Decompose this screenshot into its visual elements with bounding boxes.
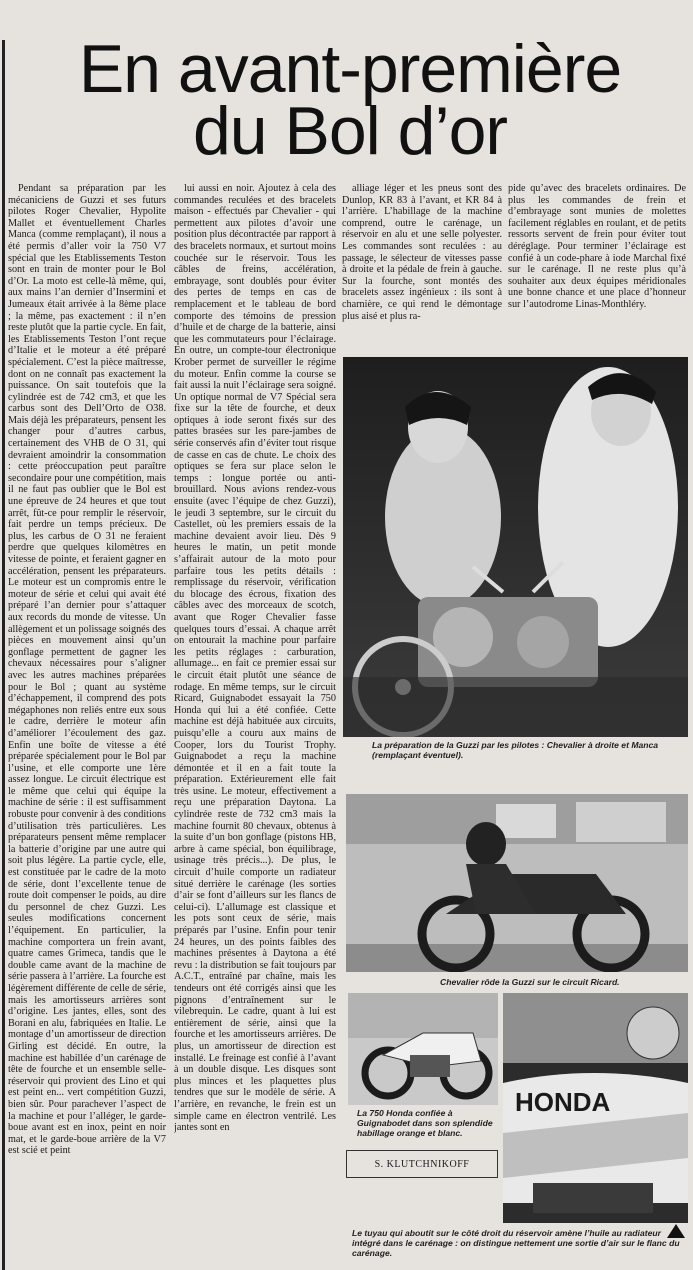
author-signature: S. KLUTCHNIKOFF [346,1150,498,1178]
text-column-4 [508,183,686,353]
text-column-3 [342,183,502,353]
column-4-text: pide qu’avec des bracelets ordinaires. De plus les commandes de frein et d’embrayage sont munies de molettes facilement réglables en roulant, et de petits ressorts servent de frein pour éviter tout déréglage. Pour terminer l’éclairage est confié à un code-phare à iode Marchal fixé sur le carénage. Il ne reste plus qu’à souhaiter aux deux équipes méridionales une bonne chance et une place d’honneur sur l’autodrome Linas-Monthléry. [508,183,686,310]
photo-honda-fairing [503,993,688,1223]
title-line-1: En avant-première [78,31,622,107]
title-line-2: du Bol d’or [192,93,508,169]
article-title [10,31,690,169]
caption-photo-1: La préparation de la Guzzi par les pilotes : Chevalier à droite et Manca (remplaçant éventuel). [372,740,659,760]
page-corner-triangle-icon [667,1224,685,1238]
left-margin-rule [2,40,5,1270]
photo-guzzi-circuit [346,794,688,972]
text-column-2 [174,183,336,1266]
photo-honda-750 [348,993,498,1105]
column-2-text: lui aussi en noir. Ajoutez à cela des commandes reculées et des bracelets maison - effectués par Chevalier - qui permettent aux pilotes d’avoir une position plus décontractée par rapport à des bracelets normaux, et surtout moins couchée sur le réservoir. Tous les câbles de freins, accélération, embrayage, sont doublés pour éviter des pertes de temps en cas de remplacement et le tableau de bord comporte des témoins de pression d’huile et de charge de la batterie, ainsi que les commutateurs pour l’éclairage. En outre, un compte-tour électronique Krober permet de surveiller le régime du moteur. Enfin comme la course se fait aussi la nuit l’éclairage sera soigné. Un optique normal de V7 Spécial sera fixe sur la tête de fourche, et deux optiques à iode seront fixés sur des pattes brasées sur les pare-jambes de série conservés afin d’éviter tout risque de casse en cas de chute. Le choix des optiques se fera sur place selon le temps : longue portée ou anti-brouillard. Nous avions rendez-vous ensuite (avec l’équipe de chez Guzzi), le jeudi 3 septembre, sur le circuit du Castellet, où les premiers essais de la machine devaient avoir lieu. Dès 9 heures le matin, un petit monde s’affairait autour de la moto pour parfaire tous les petits détails : remplissage du réservoir, vérification du blocage des écrous, fixation des câbles avec des morceaux de scotch, avant que Roger Chevalier fasse quelques tours d’essai. A chaque arrêt on entourait la machine pour parfaire les petits réglages : carburation, allumage... en fait ce premier essai sur le circuit était plutôt une séance de rodage. En même temps, sur le circuit Ricard, Guignabodet essayait la 750 Honda qui lui a été confiée. Cette machine est déjà habituée aux circuits, puisqu’elle a couru aux mains de Cooper, lors du Tourist Trophy. Guignabodet a reçu la machine démontée et il en a fait toute la préparation. Extérieurement elle fait très usine. Le moteur, effectivement a reçu une préparation Daytona. La cylindrée reste de 732 cm3 mais la machine fournit 80 chevaux, obtenus à la suite d’un bon gonflage (pistons HB, arbre à came spécial, bon équilibrage, usinage très précis...). De plus, le circuit d’huile comporte un radiateur situé derrière le carénage (les sorties d’air se font d’ailleurs sur les flancs de celui-ci). L’allumage est classique et les pots sont ceux de série, mais préparés par l’usine. Enfin pour tenir 24 heures, un des points faibles des machines présentes à Daytona a été revu : la distribution se fait toujours par A.C.T., entraîné par chaîne, mais les tendeurs ont été corrigés ainsi que les pignons d’entraînement sur le vilebrequin. Le cadre, quant à lui est entièrement de série, ainsi que la fourche et les amortisseurs arrières. De plus, un amortisseur de direction est installé. Le freinage est confié à l’avant à un double disque. Les disques sont plus minces et les plaquettes plus tendres que sur le modèle de série. A l’arrière, en revanche, le frein est un simple came en électron ventrilé. Les jantes sont en [174,183,336,1134]
caption-photo-3: La 750 Honda confiée à Guignabodet dans son splendide habillage orange et blanc. [357,1108,493,1138]
column-1-text: Pendant sa préparation par les mécaniciens de Guzzi et ses futurs pilotes Roger Chevalier, Hypolite Mallet et éventuellement Charles Manca (comme remplaçant), il nous a été permis d’aller voir la 750 V7 spécial que les Etablissements Teston sont en train de monter pour le Bol d’Or. La moto est celle-là même, qui, aux mains l’an dernier d’Insermini et Jumeaux était arrivée à la 8ème place ; la même, pas exactement : il n’en reste plutôt que la partie cycle. En fait, les Etablissements Teston l’ont reçue d’Italie et le moteur a été préparé spécialement. C’est la pièce maîtresse, dont on ne connaît pas exactement la puissance. On sait toutefois que la cylindrée est de 742 cm3, et que les carbus sont des Dell’Orto de O38. Mais déjà les préparateurs, pensent les changer pour d’autres carbus, certainement des VHB de O 31, qui devraient amoindrir la consommation : cette préoccupation peut paraître secondaire pour une compétition, mais il ne faut pas oublier que le Bol est une épreuve de 24 heures et que tout arrêt, fût-ce pour remplir le réservoir, fait perdre un temps précieux. De plus, les carbus de O 31 ne feraient perdre que quelques kilomètres en vitesse de pointe, et feraient gagner en accélération, pensent les préparateurs. Le moteur est un compromis entre le moteur de série et celui qui avait été préparé l’an dernier pour s’attaquer aux records du monde de vitesse. Un allègement et un polissage soignés des pièces en mouvement ainsi qu’un gonflage permettent de gagner les chevaux nécessaires pour s’aligner avec les autres machines préparées pour le Bol ; quant au système d’échappement, il comprend des pots mégaphones non reliés entre eux sous le cadre, derrière le moteur afin d’améliorer l’écoulement des gaz. Enfin une boîte de vitesse a été préparée spécialement pour le Bol par l’usine, et elle comporte une 1ère assez longue. Le circuit électrique est le même que celui qui équipe la machine de série : il est suffisamment robuste pour convenir à des conditions d’utilisation très particulières. Les préparateurs pensent même remplacer la batterie d’origine par une autre qui soit plus légère. La partie cycle, elle, est constituée par le cadre de la moto de série, dont l’excellente tenue de route doit compenser le poids, au dire du personnel de chez Guzzi. Les seules modifications concernent l’équipement. En particulier, la machine comportera un frein avant, quatre cames Grimeca, tandis que le double came avant de la machine de série passera à l’arrière. La fourche est légèrement différente de celle de série, mais les amortisseurs arrières sont d’origine. Les jantes, elles, sont des Borani en alu, fabriquées en Italie. Le montage d’un amortisseur de direction Girling est décidé. En outre, la machine est habillée d’un carénage de tête de fourche et un ensemble selle-réservoir qui provient des Lino et qui est peint en... vert compétition Guzzi, bien sûr. Pour parachever l’aspect de la machine et pour l’alléger, le garde-boue avant est en inox, peint en noir mat, et le garde-boue arrière de la V7 est scié et peint [8,183,166,1157]
text-column-1 [8,183,166,1266]
fairing-lettering: HONDA [515,1087,611,1117]
photo-guzzi-preparation [343,357,688,737]
column-3-text: alliage léger et les pneus sont des Dunlop, KR 83 à l’avant, et KR 84 à l’arrière. L’habillage de la machine comprend, outre le carénage, un réservoir en alu et une selle polyester. Les commandes sont reculées : au passage, le sélecteur de vitesses passe à droite et la pédale de frein à gauche. Sur la fourche, sont montés des bracelets assez ingénieux : ils sont à charnière, ce qui rend le démontage plus aisé et plus ra- [342,183,502,322]
caption-photo-4: Le tuyau qui aboutit sur le côté droit du réservoir amène l’huile au radiateur intégré dans le carénage : on distingue nettement une sortie d’air sur le flanc du carénage. [352,1228,680,1258]
caption-photo-2: Chevalier rôde la Guzzi sur le circuit Ricard. [440,977,620,987]
